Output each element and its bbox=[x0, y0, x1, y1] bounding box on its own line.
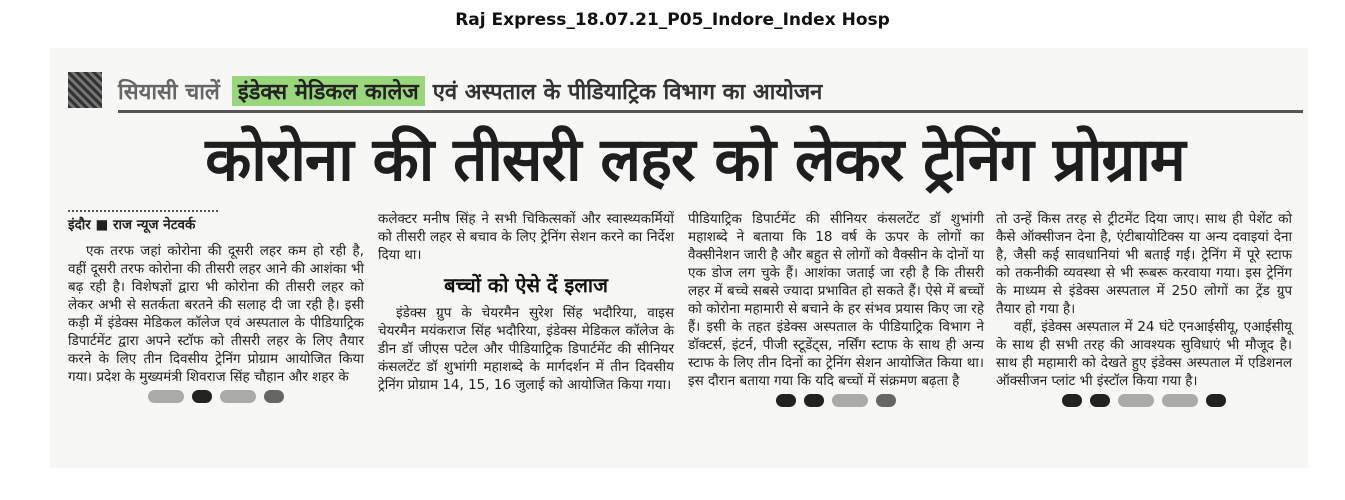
separator-dot bbox=[1206, 394, 1226, 407]
col4-paragraph-1: तो उन्हें किस तरह से ट्रीटमेंट दिया जाए। साथ ही पेशेंट को कैसे ऑक्सीजन देना है, एंटीबायोटिक्स या अन्य दवाइयां देना है, जैसी कई सावधानियां भी बताई गई। ट्रेनिंग में पूरे स्टाफ को तकनीकी व्यवस्था से भी रूबरू करवाया गया। इस ट्रेनिंग के माध्यम से इंडेक्स अस्पताल में 250 लोगों का ट्रेंड ग्रुप तैयार हो गया है। bbox=[996, 211, 1292, 317]
headline: कोरोना की तीसरी लहर को लेकर ट्रेनिंग प्रोग्राम bbox=[205, 125, 1185, 195]
separator-dots bbox=[68, 390, 364, 403]
separator-dot bbox=[804, 394, 824, 407]
col2-paragraph-2: इंडेक्स ग्रुप के चेयरमैन सुरेश सिंह भदौरिया, वाइस चेयरमैन मयंकराज सिंह भदौरिया, इंडेक्स मेडिकल कॉलेज के डीन डॉ जीएस पटेल और पीडियाट्रिक डिपार्टमेंट की सीनियर कंसलटेंट डॉ शुभांगी महाशब्दे के मार्गदर्शन में तीन दिवसीय ट्रेनिंग प्रोग्राम 14, 15, 16 जुलाई को आयोजित किया गया। bbox=[378, 305, 674, 393]
separator-dot bbox=[776, 394, 796, 407]
col2-paragraph-1: कलेक्टर मनीष सिंह ने सभी चिकित्सकों और स्वास्थ्यकर्मियों को तीसरी लहर से बचाव के लिए ट्रेनिंग सेशन करने का निर्देश दिया था। bbox=[378, 211, 674, 263]
separator-dot bbox=[1162, 394, 1198, 407]
separator-dot bbox=[876, 394, 896, 407]
end-dots bbox=[996, 394, 1292, 407]
separator-dot bbox=[1090, 394, 1110, 407]
section-marker bbox=[68, 72, 102, 108]
separator-dot bbox=[148, 390, 184, 403]
column-4 bbox=[996, 210, 1292, 407]
article-columns bbox=[66, 210, 1306, 460]
kicker bbox=[118, 72, 822, 110]
separator-dot bbox=[1118, 394, 1154, 407]
dateline: इंदौर ■ राज न्यूज नेटवर्क bbox=[68, 210, 218, 234]
kicker-tag: सियासी चालें bbox=[118, 80, 220, 105]
separator-dot bbox=[1062, 394, 1082, 407]
column-3 bbox=[688, 210, 984, 407]
separator-dot bbox=[192, 390, 212, 403]
newspaper-clipping bbox=[50, 48, 1308, 468]
file-caption: Raj Express_18.07.21_P05_Indore_Index Hosp bbox=[455, 10, 890, 30]
col4-paragraph-2: वहीं, इंडेक्स अस्पताल में 24 घंटे एनआईसीयू, एआईसीयू के साथ ही सभी तरह की आवश्यक सुविधाएं भी मौजूद है। साथ ही महामारी को देखते हुए इंडेक्स अस्पताल में एडिशनल ऑक्सीजन प्लांट भी इंस्टॉल किया गया है। bbox=[996, 319, 1292, 389]
separator-dot bbox=[832, 394, 868, 407]
column-2 bbox=[378, 210, 674, 394]
separator-dot bbox=[264, 390, 284, 403]
separator-dot bbox=[220, 390, 256, 403]
separator-dots bbox=[688, 394, 984, 407]
col3-paragraph: पीडियाट्रिक डिपार्टमेंट की सीनियर कंसलटेंट डॉ शुभांगी महाशब्दे ने बताया कि 18 वर्ष के ऊपर के लोगों का वैक्सीनेशन जारी है और बहुत से लोगों को वैक्सीन के दोनों या एक डोज लग चुके हैं। आशंका जताई जा रही है कि तीसरी लहर में बच्चे सबसे ज्यादा प्रभावित हो सकते हैं। ऐसे में बच्चों को कोरोना महामारी से बचाने के हर संभव प्रयास किए जा रहे हैं। इसी के तहत इंडेक्स अस्पताल के पीडियाट्रिक विभाग ने डॉक्टर्स, इंटर्न, पीजी स्टूडेंट्स, नर्सिंग स्टाफ के साथ ही अन्य स्टाफ के लिए तीन दिनों का ट्रेनिंग सेशन आयोजित किया था। इस दौरान बताया गया कि यदि बच्चों में संक्रमण बढ़ता है bbox=[688, 211, 984, 389]
col1-paragraph: एक तरफ जहां कोरोना की दूसरी लहर कम हो रही है, वहीं दूसरी तरफ कोरोना की तीसरी लहर आने की आशंका भी बढ़ रही है। विशेषज्ञों द्वारा भी कोरोना की तीसरी लहर को लेकर अभी से सतर्कता बरतने की सलाह दी जा रही है। इसी कड़ी में इंडेक्स मेडिकल कॉलेज एवं अस्पताल के पीडियाट्रिक डिपार्टमेंट द्वारा अपने स्टॉफ को तीसरी लहर के लिए तैयार करने के लिए तीन दिवसीय ट्रेनिंग प्रोग्राम आयोजित किया गया। प्रदेश के मुख्यमंत्री शिवराज सिंह चौहान और शहर के bbox=[68, 243, 364, 385]
kicker-highlight: इंडेक्स मेडिकल कालेज bbox=[232, 76, 425, 106]
subheading: बच्चों को ऐसे दें इलाज bbox=[444, 273, 608, 297]
kicker-rule bbox=[118, 110, 1303, 113]
kicker-rest: एवं अस्पताल के पीडियाट्रिक विभाग का आयोजन bbox=[432, 80, 823, 105]
column-1 bbox=[68, 210, 364, 403]
